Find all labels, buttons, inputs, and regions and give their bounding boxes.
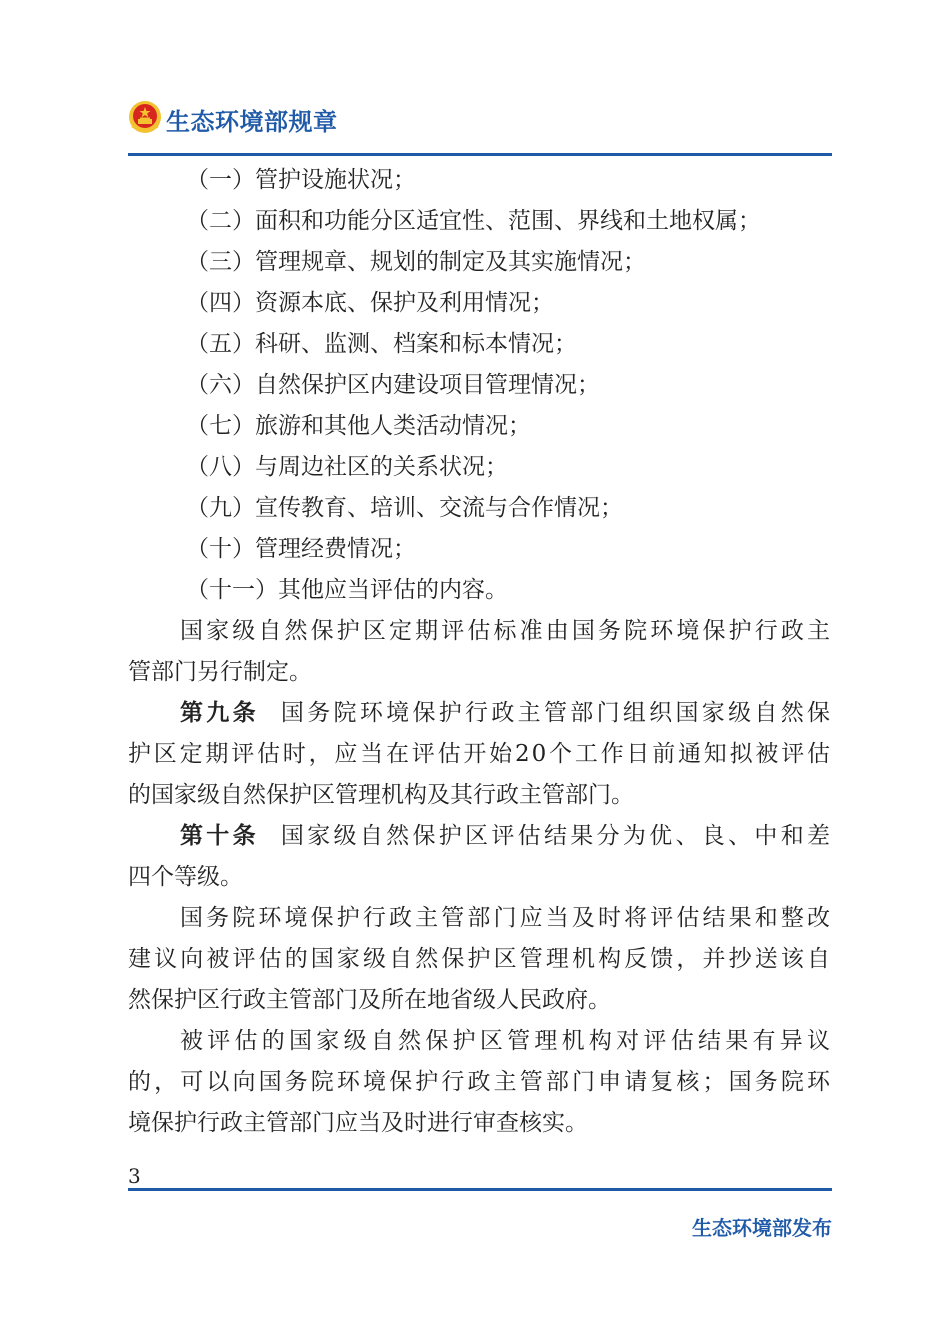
- list-item: （七）旅游和其他人类活动情况；: [186, 413, 531, 439]
- paragraph-line: 的国家级自然保护区管理机构及其行政主管部门。: [128, 782, 634, 808]
- article-10-text: 国家级自然保护区评估结果分为优、良、中和差: [280, 823, 833, 849]
- header-title: 生态环境部规章: [166, 108, 338, 136]
- footer-publisher: 生态环境部发布: [692, 1216, 832, 1240]
- article-9-first-line: [128, 693, 832, 734]
- list-item: （九）宣传教育、培训、交流与合作情况；: [186, 495, 623, 521]
- paragraph-line: 然保护区行政主管部门及所在地省级人民政府。: [128, 987, 611, 1013]
- list-item: （一）管护设施状况；: [186, 167, 416, 193]
- article-9-label: 第九条: [180, 700, 259, 726]
- article-9-text: 国务院环境保护行政主管部门组织国家级自然保: [280, 700, 833, 726]
- header-divider: [128, 153, 832, 156]
- paragraph-line: 建议向被评估的国家级自然保护区管理机构反馈，并抄送该自: [128, 946, 832, 972]
- article-10-first-line: [128, 816, 832, 857]
- national-emblem-icon: [128, 100, 162, 134]
- paragraph-line: 四个等级。: [128, 864, 243, 890]
- list-item: （六）自然保护区内建设项目管理情况；: [186, 372, 600, 398]
- list-item: （十）管理经费情况；: [186, 536, 416, 562]
- paragraph-line: 被评估的国家级自然保护区管理机构对评估结果有异议: [180, 1028, 832, 1054]
- paragraph-line: 管部门另行制定。: [128, 659, 312, 685]
- article-10-label: 第十条: [180, 823, 259, 849]
- list-item: （八）与周边社区的关系状况；: [186, 454, 508, 480]
- list-item: （四）资源本底、保护及利用情况；: [186, 290, 554, 316]
- paragraph-line: 的，可以向国务院环境保护行政主管部门申请复核；国务院环: [128, 1069, 832, 1095]
- paragraph-line: 国务院环境保护行政主管部门应当及时将评估结果和整改: [180, 905, 832, 931]
- list-item: （三）管理规章、规划的制定及其实施情况；: [186, 249, 646, 275]
- page-number: 3: [128, 1164, 141, 1188]
- list-item: （五）科研、监测、档案和标本情况；: [186, 331, 577, 357]
- document-body: [128, 160, 832, 1144]
- list-item: （十一）其他应当评估的内容。: [186, 577, 508, 603]
- paragraph-line: 护区定期评估时，应当在评估开始20个工作日前通知拟被评估: [128, 741, 832, 767]
- paragraph-line: 国家级自然保护区定期评估标准由国务院环境保护行政主: [180, 618, 832, 644]
- page-header: [128, 96, 832, 158]
- paragraph-line: 境保护行政主管部门应当及时进行审查核实。: [128, 1110, 588, 1136]
- footer-divider: [128, 1188, 832, 1191]
- list-item: （二）面积和功能分区适宜性、范围、界线和土地权属；: [186, 208, 761, 234]
